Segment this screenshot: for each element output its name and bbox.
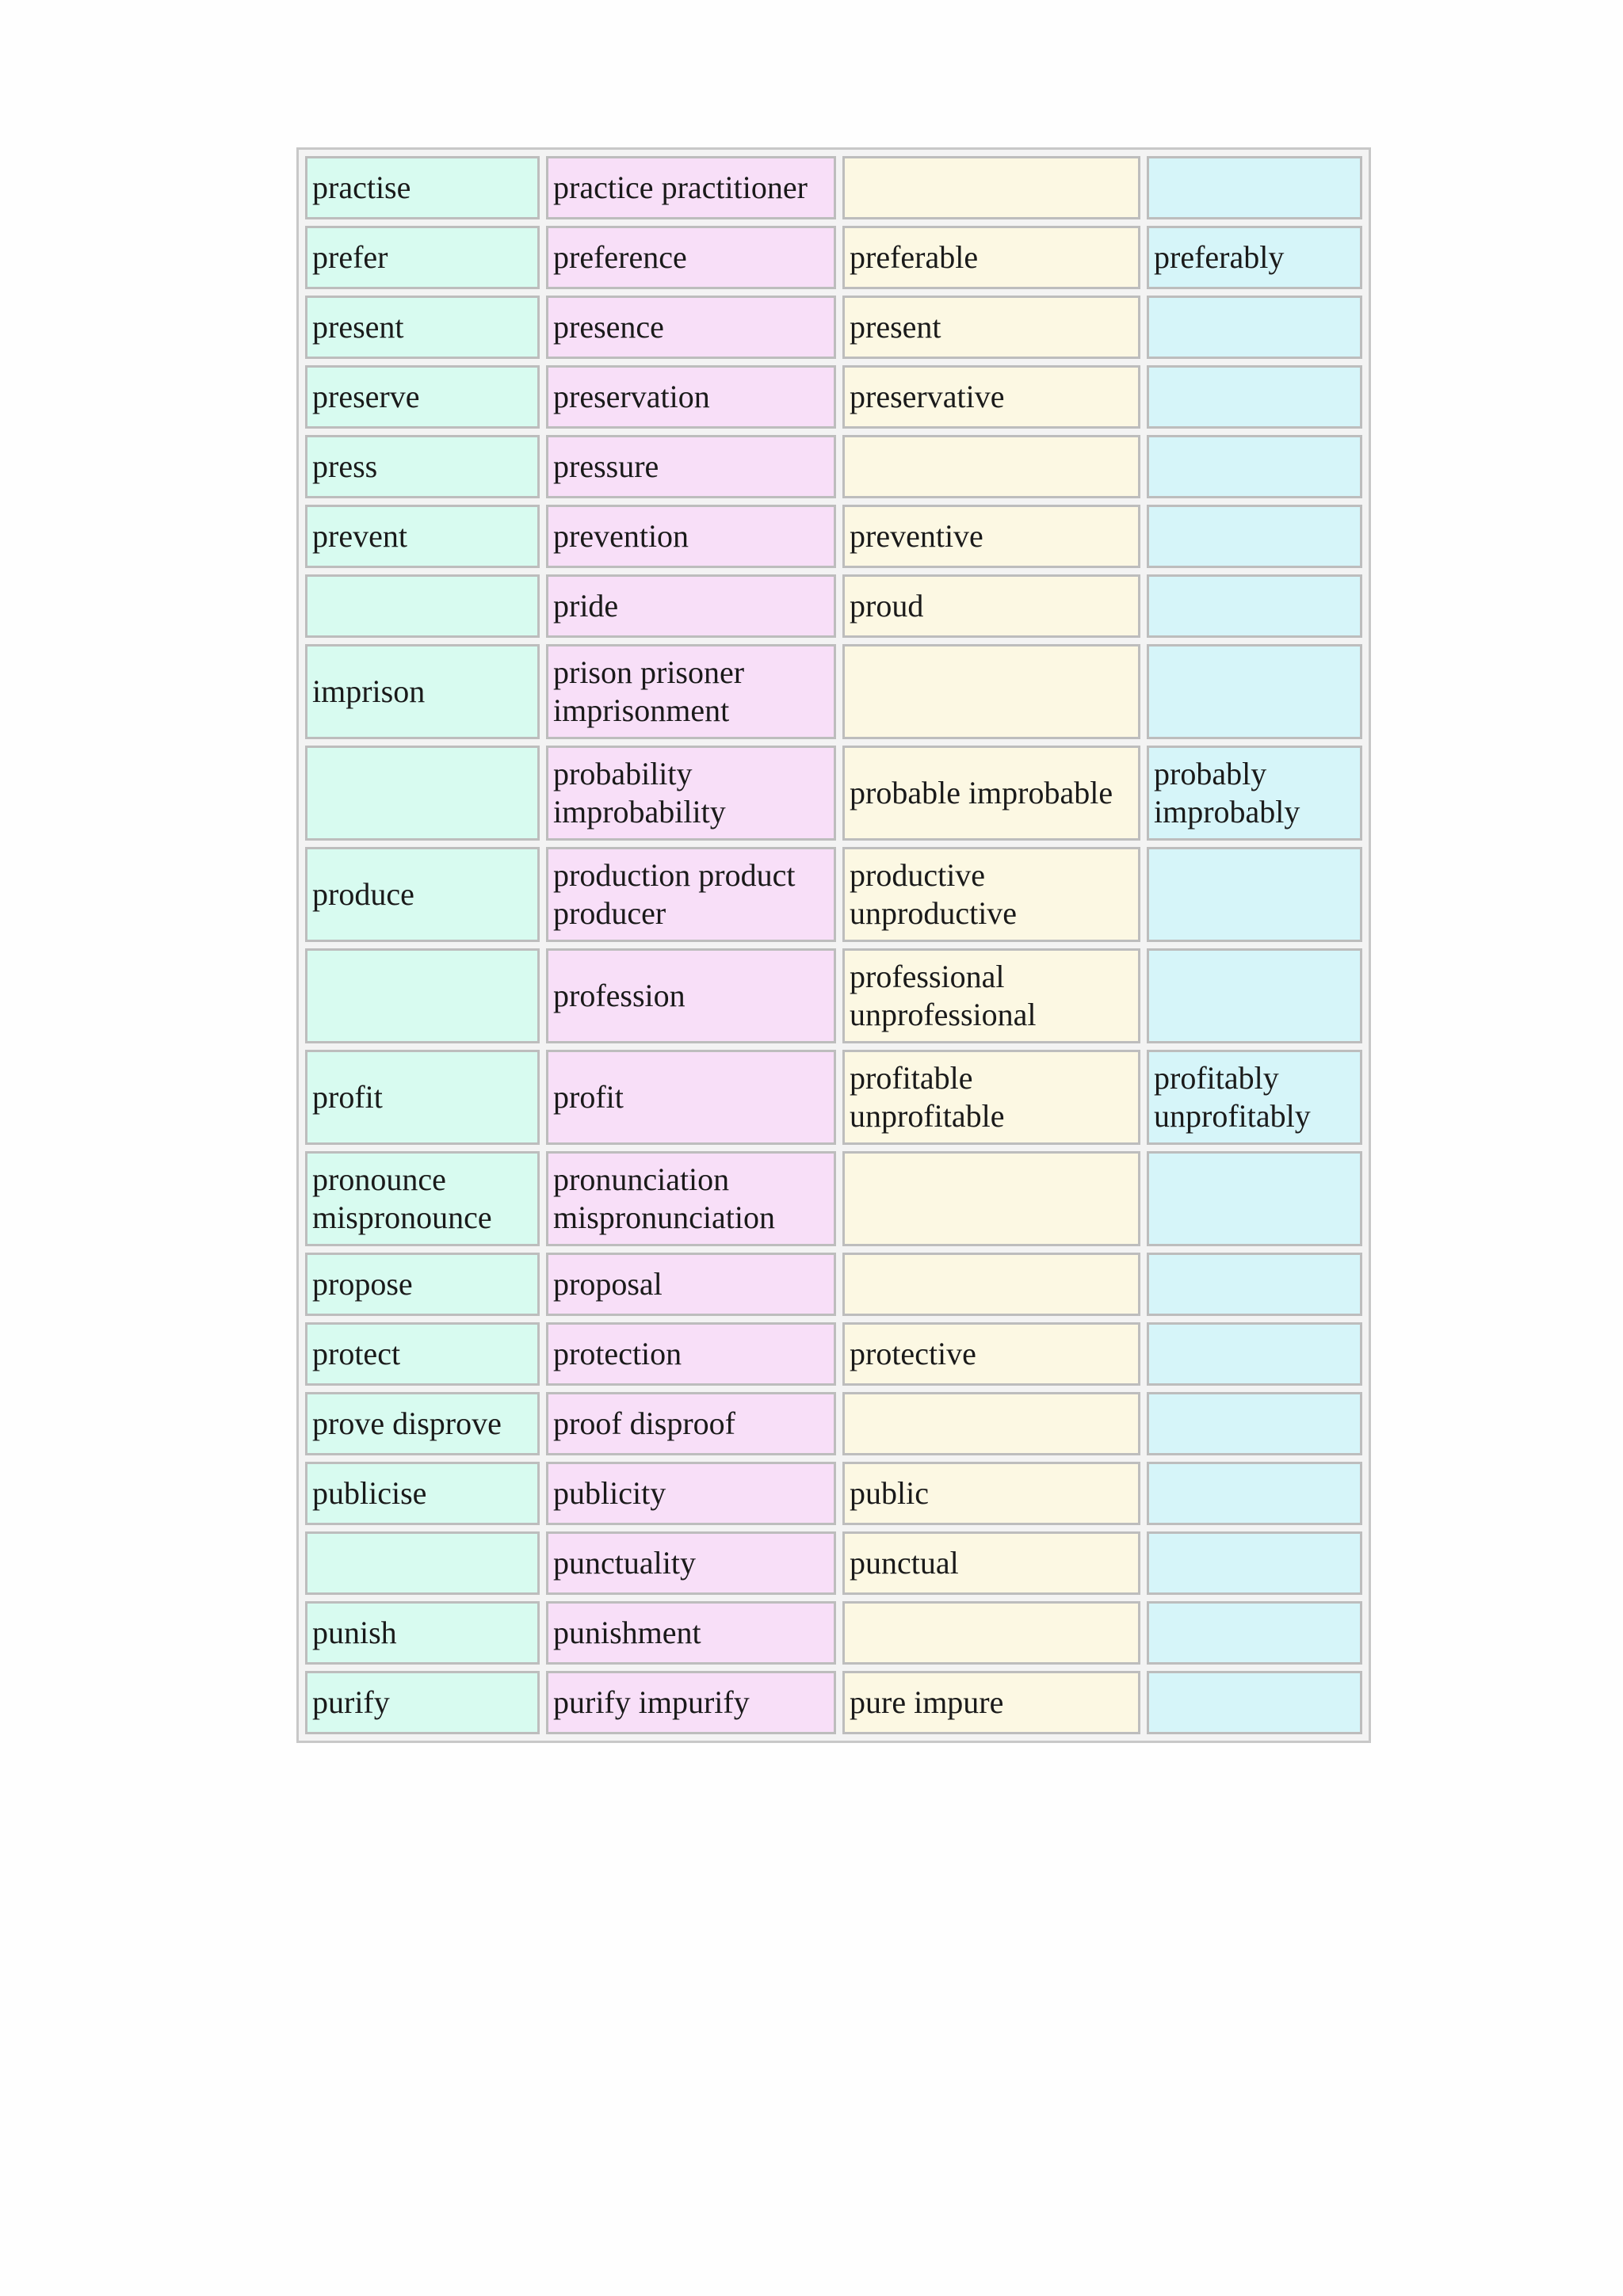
adjective-cell — [842, 1601, 1140, 1665]
table-row — [305, 644, 1362, 739]
noun-cell: proof disproof — [546, 1392, 836, 1455]
table-row — [305, 226, 1362, 289]
adverb-cell: probably improbably — [1147, 746, 1362, 841]
table-row — [305, 156, 1362, 219]
verb-cell: protect — [305, 1322, 540, 1386]
adverb-cell — [1147, 574, 1362, 638]
adjective-cell: punctual — [842, 1531, 1140, 1595]
noun-cell: preference — [546, 226, 836, 289]
table-row — [305, 1151, 1362, 1246]
noun-cell: practice practitioner — [546, 156, 836, 219]
adverb-cell — [1147, 1462, 1362, 1525]
adjective-cell — [842, 1151, 1140, 1246]
noun-cell: publicity — [546, 1462, 836, 1525]
adjective-cell: professional unprofessional — [842, 948, 1140, 1043]
table-row — [305, 574, 1362, 638]
verb-cell — [305, 1531, 540, 1595]
verb-cell: practise — [305, 156, 540, 219]
adverb-cell — [1147, 505, 1362, 568]
adjective-cell: preservative — [842, 365, 1140, 429]
verb-cell: prevent — [305, 505, 540, 568]
verb-cell: profit — [305, 1050, 540, 1145]
adjective-cell — [842, 1253, 1140, 1316]
adverb-cell — [1147, 1322, 1362, 1386]
verb-cell — [305, 746, 540, 841]
adverb-cell: profitably unprofitably — [1147, 1050, 1362, 1145]
verb-cell: purify — [305, 1671, 540, 1734]
noun-cell: probability improbability — [546, 746, 836, 841]
adjective-cell: pure impure — [842, 1671, 1140, 1734]
adverb-cell — [1147, 365, 1362, 429]
table-row — [305, 1462, 1362, 1525]
verb-cell: preserve — [305, 365, 540, 429]
adjective-cell — [842, 644, 1140, 739]
noun-cell: pride — [546, 574, 836, 638]
adverb-cell — [1147, 1671, 1362, 1734]
verb-cell: publicise — [305, 1462, 540, 1525]
adverb-cell — [1147, 156, 1362, 219]
noun-cell: punctuality — [546, 1531, 836, 1595]
noun-cell: protection — [546, 1322, 836, 1386]
verb-cell: propose — [305, 1253, 540, 1316]
noun-cell: purify impurify — [546, 1671, 836, 1734]
noun-cell: prevention — [546, 505, 836, 568]
word-forms-table — [296, 147, 1371, 1743]
adverb-cell — [1147, 1392, 1362, 1455]
verb-cell: present — [305, 296, 540, 359]
adjective-cell: productive unproductive — [842, 847, 1140, 942]
noun-cell: prison prisoner imprisonment — [546, 644, 836, 739]
adverb-cell — [1147, 1601, 1362, 1665]
table-row — [305, 1601, 1362, 1665]
adverb-cell — [1147, 1531, 1362, 1595]
table-row — [305, 1322, 1362, 1386]
table-row — [305, 1050, 1362, 1145]
verb-cell: press — [305, 435, 540, 498]
verb-cell — [305, 948, 540, 1043]
adverb-cell — [1147, 1151, 1362, 1246]
noun-cell: pressure — [546, 435, 836, 498]
adverb-cell: preferably — [1147, 226, 1362, 289]
noun-cell: profession — [546, 948, 836, 1043]
verb-cell: produce — [305, 847, 540, 942]
verb-cell: punish — [305, 1601, 540, 1665]
table-row — [305, 505, 1362, 568]
table-row — [305, 1253, 1362, 1316]
table-row — [305, 435, 1362, 498]
table-row — [305, 847, 1362, 942]
table-row — [305, 1392, 1362, 1455]
verb-cell: prove disprove — [305, 1392, 540, 1455]
table-row — [305, 948, 1362, 1043]
table-row — [305, 296, 1362, 359]
adjective-cell: proud — [842, 574, 1140, 638]
noun-cell: preservation — [546, 365, 836, 429]
adjective-cell: present — [842, 296, 1140, 359]
adjective-cell — [842, 156, 1140, 219]
word-forms-table-body — [305, 156, 1362, 1734]
table-row — [305, 746, 1362, 841]
verb-cell: prefer — [305, 226, 540, 289]
adjective-cell: preferable — [842, 226, 1140, 289]
noun-cell: profit — [546, 1050, 836, 1145]
adjective-cell: probable improbable — [842, 746, 1140, 841]
adjective-cell: preventive — [842, 505, 1140, 568]
table-row — [305, 1671, 1362, 1734]
table-row — [305, 365, 1362, 429]
noun-cell: pronunciation mispronunciation — [546, 1151, 836, 1246]
adverb-cell — [1147, 435, 1362, 498]
noun-cell: punishment — [546, 1601, 836, 1665]
verb-cell: imprison — [305, 644, 540, 739]
adjective-cell: public — [842, 1462, 1140, 1525]
adjective-cell — [842, 1392, 1140, 1455]
noun-cell: proposal — [546, 1253, 836, 1316]
adverb-cell — [1147, 847, 1362, 942]
verb-cell: pronounce mispronounce — [305, 1151, 540, 1246]
adverb-cell — [1147, 644, 1362, 739]
table-row — [305, 1531, 1362, 1595]
noun-cell: production product producer — [546, 847, 836, 942]
adjective-cell: protective — [842, 1322, 1140, 1386]
noun-cell: presence — [546, 296, 836, 359]
adjective-cell: profitable unprofitable — [842, 1050, 1140, 1145]
adverb-cell — [1147, 948, 1362, 1043]
verb-cell — [305, 574, 540, 638]
adjective-cell — [842, 435, 1140, 498]
adverb-cell — [1147, 1253, 1362, 1316]
adverb-cell — [1147, 296, 1362, 359]
